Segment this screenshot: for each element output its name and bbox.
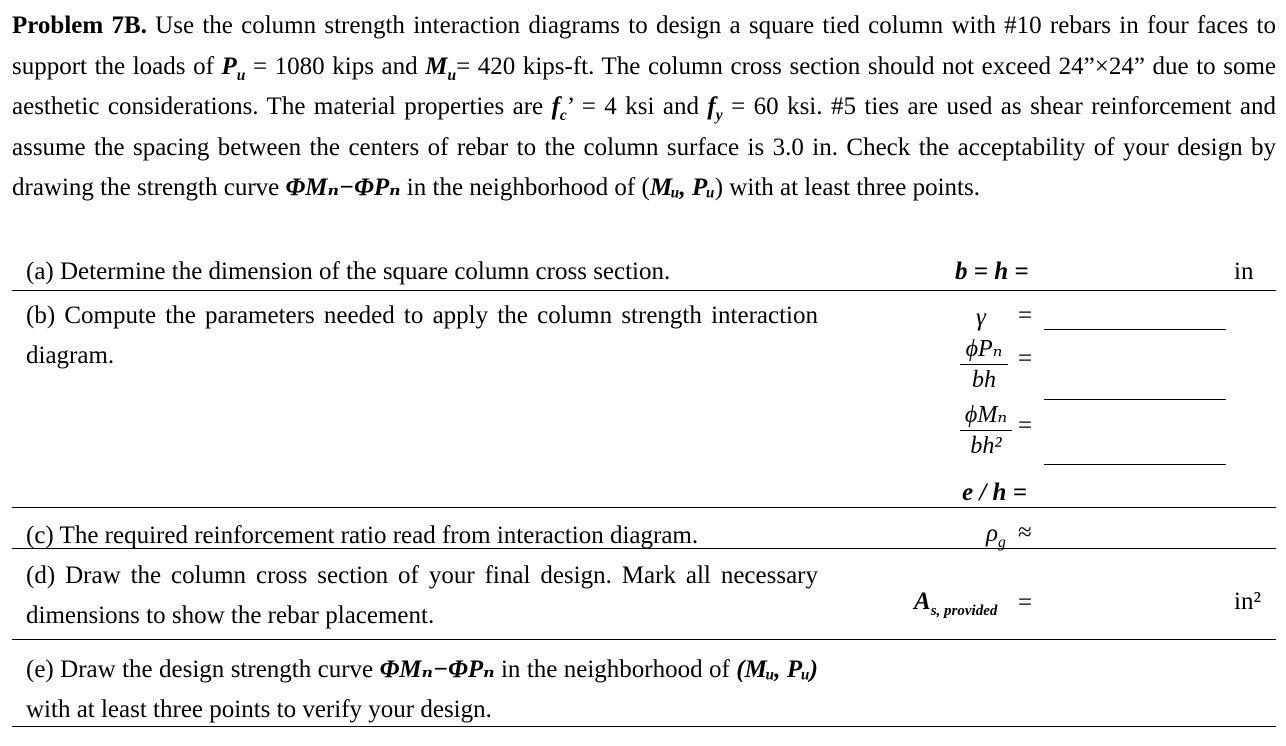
divider <box>12 726 1276 727</box>
part-d-unit: in² <box>1234 588 1261 615</box>
as-equals: = <box>1018 589 1033 616</box>
eh-label: e / h = <box>962 479 1027 506</box>
load-pair-symbol: (Mᵤ, Pᵤ) <box>736 656 818 683</box>
pn-ratio-numerator: ϕPₙ <box>960 334 1008 365</box>
divider <box>12 290 1276 291</box>
part-a-text: (a) Determine the dimension of the square column cross section. <box>26 258 671 285</box>
pu-symbol: $P_u$ <box>221 52 246 84</box>
part-e-text: (e) Draw the design strength curve ΦMₙ−ΦPₙ in the neighborhood of (Mᵤ, Pᵤ) with at least three points to verify your design. <box>26 656 818 723</box>
divider <box>12 507 1276 508</box>
pn-answer-blank[interactable] <box>1044 399 1226 400</box>
part-d-text: (d) Draw the column cross section of your final design. Mark all necessary dimensions to show the rebar placement. <box>26 562 818 629</box>
divider <box>12 548 1276 549</box>
problem-text: Use the column strength interaction diagrams to design a square tied column with #10 rebars in four faces to support the loads of <box>12 12 1276 80</box>
approx-symbol: ≈ <box>1018 519 1032 546</box>
problem-text: ) with at least three points. <box>714 174 980 201</box>
rho-g-symbol: $\rho_g$ <box>986 520 1006 551</box>
problem-text: = 420 kips-ft. The column cross section should not exceed 24”×24” due to some aesthetic considerations. The material properties are <box>12 52 1277 120</box>
gamma-equals: = <box>1018 302 1033 329</box>
as-provided-symbol: $A_{s, provided}$ <box>914 588 998 619</box>
pn-ratio <box>960 334 1008 395</box>
part-a-unit: in <box>1234 258 1254 285</box>
problem-text: = 60 ksi. #5 ties are used as shear reinforcement and assume the spacing between the centers of rebar to the column surface is 3.0 in. Check the acceptability of your design by drawing the strength curve <box>12 93 1277 201</box>
problem-statement <box>12 6 1276 209</box>
problem-text: ’ = 4 ksi and <box>566 93 708 120</box>
problem-text: in the neighborhood of ( <box>400 174 650 201</box>
part-a-label: b = h = <box>955 258 1029 285</box>
strength-curve-symbol: ΦMₙ−ΦPₙ <box>379 656 495 683</box>
pn-ratio-denominator: bh <box>972 367 996 393</box>
divider <box>12 639 1276 640</box>
mu-symbol: $M_u$ <box>425 52 457 84</box>
fc-symbol: $f_c$ <box>551 93 567 124</box>
problem-title: Problem 7B. <box>12 12 147 39</box>
pn-equals: = <box>1018 345 1033 372</box>
mn-ratio-denominator: bh² <box>970 433 1002 459</box>
load-pair-symbol: Mᵤ, Pᵤ <box>649 174 715 201</box>
mn-equals: = <box>1018 412 1033 439</box>
part-b-text: (b) Compute the parameters needed to apply the column strength interaction diagram. <box>26 302 818 369</box>
problem-text: = 1080 kips and <box>245 52 426 80</box>
fy-symbol: $f_y$ <box>707 93 723 124</box>
mn-answer-blank[interactable] <box>1044 464 1226 465</box>
part-c-text: (c) The required reinforcement ratio read from interaction diagram. <box>26 522 699 549</box>
gamma-symbol: γ <box>976 304 986 331</box>
gamma-answer-blank[interactable] <box>1044 329 1226 330</box>
strength-curve-symbol: ΦMₙ−ΦPₙ <box>285 174 401 201</box>
mn-ratio <box>960 400 1012 461</box>
mn-ratio-numerator: ϕMₙ <box>960 400 1012 431</box>
